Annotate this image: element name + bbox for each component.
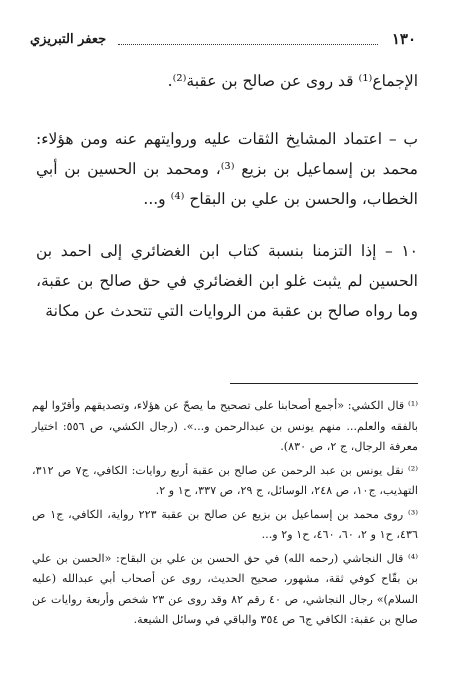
footnote-separator — [230, 383, 418, 384]
footnotes — [32, 396, 418, 634]
paragraph-2: ب – اعتماد المشايخ الثقات عليه وروايتهم عنه ومن هؤلاء: محمد بن إسماعيل بن بزيع ⁽³⁾، ومحمد بن الحسين بن أبي الخطاب، والحسن بن علي بن البقاح ⁽⁴⁾ و... — [36, 130, 418, 208]
page-header — [30, 30, 416, 52]
footnote-1: ⁽¹⁾ قال الكشي: «أجمع أصحابنا على تصحيح ما يصحّ عن هؤلاء، وتصديقهم وأقرّوا لهم بالفقه والعلم... منهم يونس بن عبدالرحمن و...». (رجال الكشي، ص ٥٥٦: اختيار معرفة الرجال، ج ٢، ص ٨٣٠). — [32, 399, 419, 453]
paragraph-1: الإجماع⁽¹⁾ قد روى عن صالح بن عقبة⁽²⁾. — [167, 72, 418, 90]
main-text — [36, 66, 418, 320]
paragraph-3: ١٠ – إذا التزمنا بنسبة كتاب ابن الغضائري إلى احمد بن الحسين لم يثبت غلو ابن الغضائري في حق صالح بن عقبة، وما رواه صالح بن عقبة من الروايات التي تتحدث عن مكانة — [36, 242, 418, 320]
footnote-2: ⁽²⁾ نقل يونس بن عبد الرحمن عن صالح بن عقبة أربع روايات: الكافي، ج٧ ص ٣١٢، التهذيب، ج١٠، ص ٢٤٨، الوسائل، ج ٢٩، ص ٣٣٧، ح١ و ٢. — [32, 463, 418, 497]
footnote-3: ⁽³⁾ روى محمد بن إسماعيل بن بزيع عن صالح بن عقبة ٢٢٣ رواية، الكافي، ج١ ص ٤٣٦، ح١ و ٢، ٦٠، ٤٦٠، ح١ و٢ و... — [32, 507, 418, 541]
page-number: ١٣٠ — [391, 30, 416, 48]
running-title: جعفر التبريزي — [30, 32, 107, 47]
footnote-4: ⁽⁴⁾ قال النجاشي (رحمه الله) في حق الحسن بن علي بن البقاح: «الحسن بن علي بن بقّاح كوفي ثقة، مشهور، صحيح الحديث، روى عن أصحاب أبي عبدالله (عليه السلام)» رجال النجاشي، ص ٤٠ رقم ٨٢ وقد روى عن ٢٣ شخص وأربعة روايات عن صالح بن عقبة: الكافي ج٦ ص ٣٥٤ والباقي في وسائل الشيعة. — [32, 551, 419, 626]
header-dotted-leader — [118, 44, 378, 45]
